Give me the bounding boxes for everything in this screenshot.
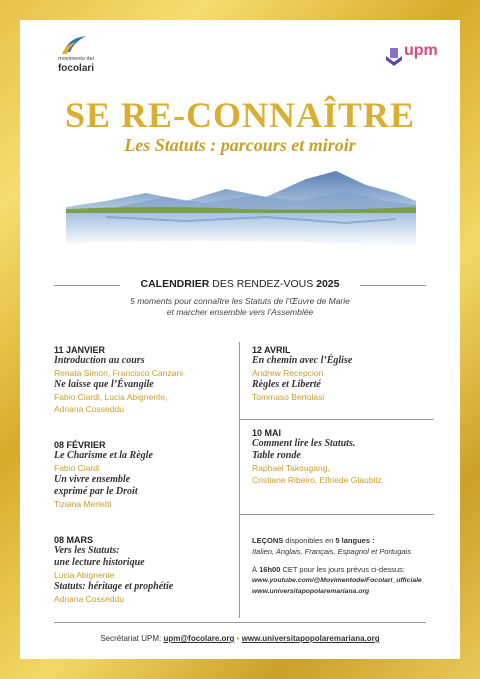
- lecons-time-pre: À: [252, 565, 258, 574]
- calendar-intro-line1: 5 moments pour connaître les Statuts de l’Œuvre de Marie: [130, 296, 350, 306]
- focolari-logo: [46, 34, 106, 76]
- upm-logo: [384, 40, 440, 70]
- event-february: [54, 440, 234, 510]
- focolari-logo-line1: movimento dei: [58, 56, 94, 62]
- calendar-intro-line2: et marcher ensemble vers l’Assemblée: [166, 307, 314, 317]
- event-title: Table ronde: [252, 450, 301, 461]
- event-title: une lecture historique: [54, 557, 145, 568]
- event-speakers: Fabio Ciardi, Lucia Abignente,: [54, 392, 168, 402]
- event-may: [252, 428, 442, 486]
- event-date: 08 MARS: [54, 535, 94, 545]
- lecons-time: [252, 564, 448, 575]
- calendar-heading-bold1: CALENDRIER: [140, 278, 210, 290]
- calendar-intro: [20, 296, 460, 318]
- event-speakers: Tiziana Merletti: [54, 499, 112, 509]
- event-speakers: Adriana Cosseddu: [54, 594, 124, 604]
- lecons-line1: [252, 535, 448, 546]
- event-title: Introduction au cours: [54, 355, 145, 366]
- lecons-mid: disponibles en: [285, 536, 334, 545]
- event-date: 10 MAI: [252, 428, 282, 438]
- watercolor-landscape-image: [66, 167, 416, 247]
- event-april: [252, 345, 442, 403]
- event-title: Un vivre ensemble: [54, 474, 131, 485]
- focolari-logo-line2: focolari: [57, 63, 95, 74]
- calendar-heading-mid: DES RENDEZ-VOUS: [212, 278, 314, 290]
- event-date: 11 JANVIER: [54, 345, 106, 355]
- calendar-heading-bold2: 2025: [316, 278, 340, 290]
- footer-rule: [54, 622, 426, 623]
- event-title: Comment lire les Statuts.: [252, 438, 356, 449]
- focolari-logo-icon: [60, 34, 90, 56]
- event-speakers: Cristiane Ribeiro, Elfriede Glaubitz: [252, 475, 382, 485]
- right-rule-2: [239, 514, 434, 515]
- poster: [20, 20, 460, 659]
- lecons-time-post: CET pour les jours prévus ci-dessus:: [282, 565, 405, 574]
- event-january: [54, 345, 234, 415]
- footer: [20, 634, 460, 643]
- calendar-heading: [20, 278, 460, 290]
- youtube-link[interactable]: www.youtube.com/@MovimentodeiFocolari_ufficiale: [252, 577, 422, 584]
- right-rule-1: [239, 419, 434, 420]
- event-speakers: Raphael Takougang,: [252, 463, 330, 473]
- lecons-langs: Italien, Anglais, Français, Espagnol et Portugais: [252, 547, 411, 556]
- event-title: exprimé par le Droit: [54, 486, 138, 497]
- footer-email-link[interactable]: upm@focolare.org: [163, 634, 235, 643]
- page-subtitle: Les Statuts : parcours et miroir: [124, 135, 356, 155]
- lecons-label: LEÇONS: [252, 536, 284, 545]
- column-divider: [239, 342, 240, 618]
- page-title: SE RE-CONNAÎTRE: [64, 95, 416, 135]
- lecons-langs-bold: 5 langues :: [335, 536, 375, 545]
- event-title: Ne laisse que l’Évangile: [54, 379, 154, 390]
- upm-website-link[interactable]: www.universitapopolaremariana.org: [252, 588, 370, 595]
- event-title: En chemin avec l’Église: [252, 355, 353, 366]
- event-speakers: Fabio Ciardi: [54, 463, 100, 473]
- event-speakers: Tommaso Bertolasi: [252, 392, 325, 402]
- event-title: Le Charisme et la Règle: [54, 450, 153, 461]
- event-speakers: Lucia Abignente: [54, 570, 115, 580]
- event-speakers: Renata Simon, Francisco Canzani: [54, 368, 183, 378]
- event-title: Règles et Liberté: [252, 379, 321, 390]
- lecons-time-bold: 16h00: [259, 565, 281, 574]
- event-title: Vers les Statuts:: [54, 545, 120, 556]
- book-icon: [384, 44, 404, 66]
- event-date: 12 AVRIL: [252, 345, 291, 355]
- event-march: [54, 535, 234, 605]
- event-speakers: Adriana Cosseddu: [54, 404, 124, 414]
- event-speakers: Andrew Recepcion: [252, 368, 324, 378]
- footer-separator: •: [236, 634, 240, 643]
- footer-label: Secrétariat UPM:: [100, 634, 162, 643]
- footer-website-link[interactable]: www.universitapopolaremariana.org: [241, 634, 380, 643]
- event-date: 08 FÉVRIER: [54, 440, 106, 450]
- upm-logo-text: upm: [404, 42, 438, 59]
- lecons-info: [252, 535, 448, 597]
- event-title: Statuts: héritage et prophétie: [54, 581, 174, 592]
